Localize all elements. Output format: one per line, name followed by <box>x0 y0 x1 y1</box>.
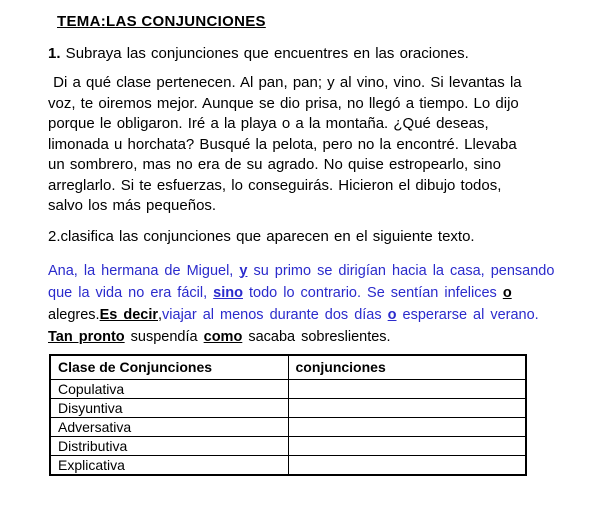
text-line <box>48 260 557 282</box>
paragraph-line: un sombrero, mas no era de su agrado. No quise estropearlo, sino <box>48 156 501 173</box>
table-row <box>50 455 526 475</box>
conjunction-highlight: Tan pronto <box>48 328 125 345</box>
table-cell-clase: Distributiva <box>50 436 288 455</box>
text-segment: su primo se dirigían hacia la casa, pensando <box>247 262 555 279</box>
paragraph-line: limonada u horchata? Busqué la pelota, pero no la encontré. Llevaba <box>48 135 517 153</box>
text-segment: sacaba sobreslientes. <box>242 328 391 345</box>
exercise1-instruction: Subraya las conjunciones que encuentres en las oraciones. <box>60 45 469 62</box>
text-segment: esperarse al verano. <box>396 306 539 323</box>
conjunciones-table <box>49 354 527 476</box>
page-title: TEMA:LAS CONJUNCIONES <box>57 13 266 30</box>
table-row <box>50 417 526 436</box>
exercise2-instruction: 2.clasifica las conjunciones que aparecen en el siguiente texto. <box>48 227 475 245</box>
text-line <box>48 326 557 348</box>
table-cell-answer[interactable] <box>288 436 526 455</box>
table-header-conjunciones: conjunciones <box>288 355 526 380</box>
table-row <box>50 398 526 417</box>
text-segment: , <box>158 306 163 323</box>
table-row <box>50 436 526 455</box>
table-row <box>50 379 526 398</box>
conjunction-highlight: y <box>239 262 248 279</box>
text-segment: alegres. <box>48 306 100 323</box>
table-header-row <box>50 355 526 380</box>
paragraph-line: voz, te oiremos mejor. Aunque se dio prisa, no llegó a tiempo. Lo dijo <box>48 94 519 112</box>
paragraph-line: Di a qué clase pertenecen. Al pan, pan; y al vino, vino. Si levantas la <box>48 74 522 91</box>
table-cell-answer[interactable] <box>288 417 526 436</box>
table-cell-clase: Copulativa <box>50 379 288 398</box>
conjunction-highlight: o <box>502 284 512 301</box>
conjunction-highlight: sino <box>213 284 243 301</box>
table-cell-clase: Adversativa <box>50 417 288 436</box>
table-cell-answer[interactable] <box>288 455 526 475</box>
text-segment: todo lo contrario. Se sentían infelices <box>242 284 503 301</box>
conjunction-highlight: Es decir <box>99 306 159 323</box>
exercise2-text <box>48 260 557 348</box>
exercise1-number: 1. <box>48 45 61 62</box>
text-segment: suspendía <box>124 328 204 345</box>
exercise1-instruction-line <box>48 45 557 62</box>
paragraph-line: porque le obligaron. Iré a la playa o a la montaña. ¿Qué deseas, <box>48 115 489 132</box>
conjunction-highlight: como <box>203 328 243 345</box>
exercise1-paragraph <box>48 73 557 217</box>
table-cell-answer[interactable] <box>288 379 526 398</box>
text-segment: Ana, la hermana de Miguel, <box>48 262 240 279</box>
paragraph-line: arreglarlo. Si te esfuerzas, lo conseguirás. Hicieron el dibujo todos, <box>48 176 502 194</box>
table-header-clase: Clase de Conjunciones <box>50 355 288 380</box>
text-segment: que la vida no era fácil, <box>48 284 214 301</box>
text-line <box>48 304 557 326</box>
text-line <box>48 282 557 304</box>
text-segment: viajar al menos durante dos días <box>162 306 388 323</box>
table-cell-clase: Disyuntiva <box>50 398 288 417</box>
table-cell-answer[interactable] <box>288 398 526 417</box>
table-cell-clase: Explicativa <box>50 455 288 475</box>
conjunction-highlight: o <box>387 306 397 323</box>
paragraph-line: salvo los más pequeños. <box>48 197 217 214</box>
